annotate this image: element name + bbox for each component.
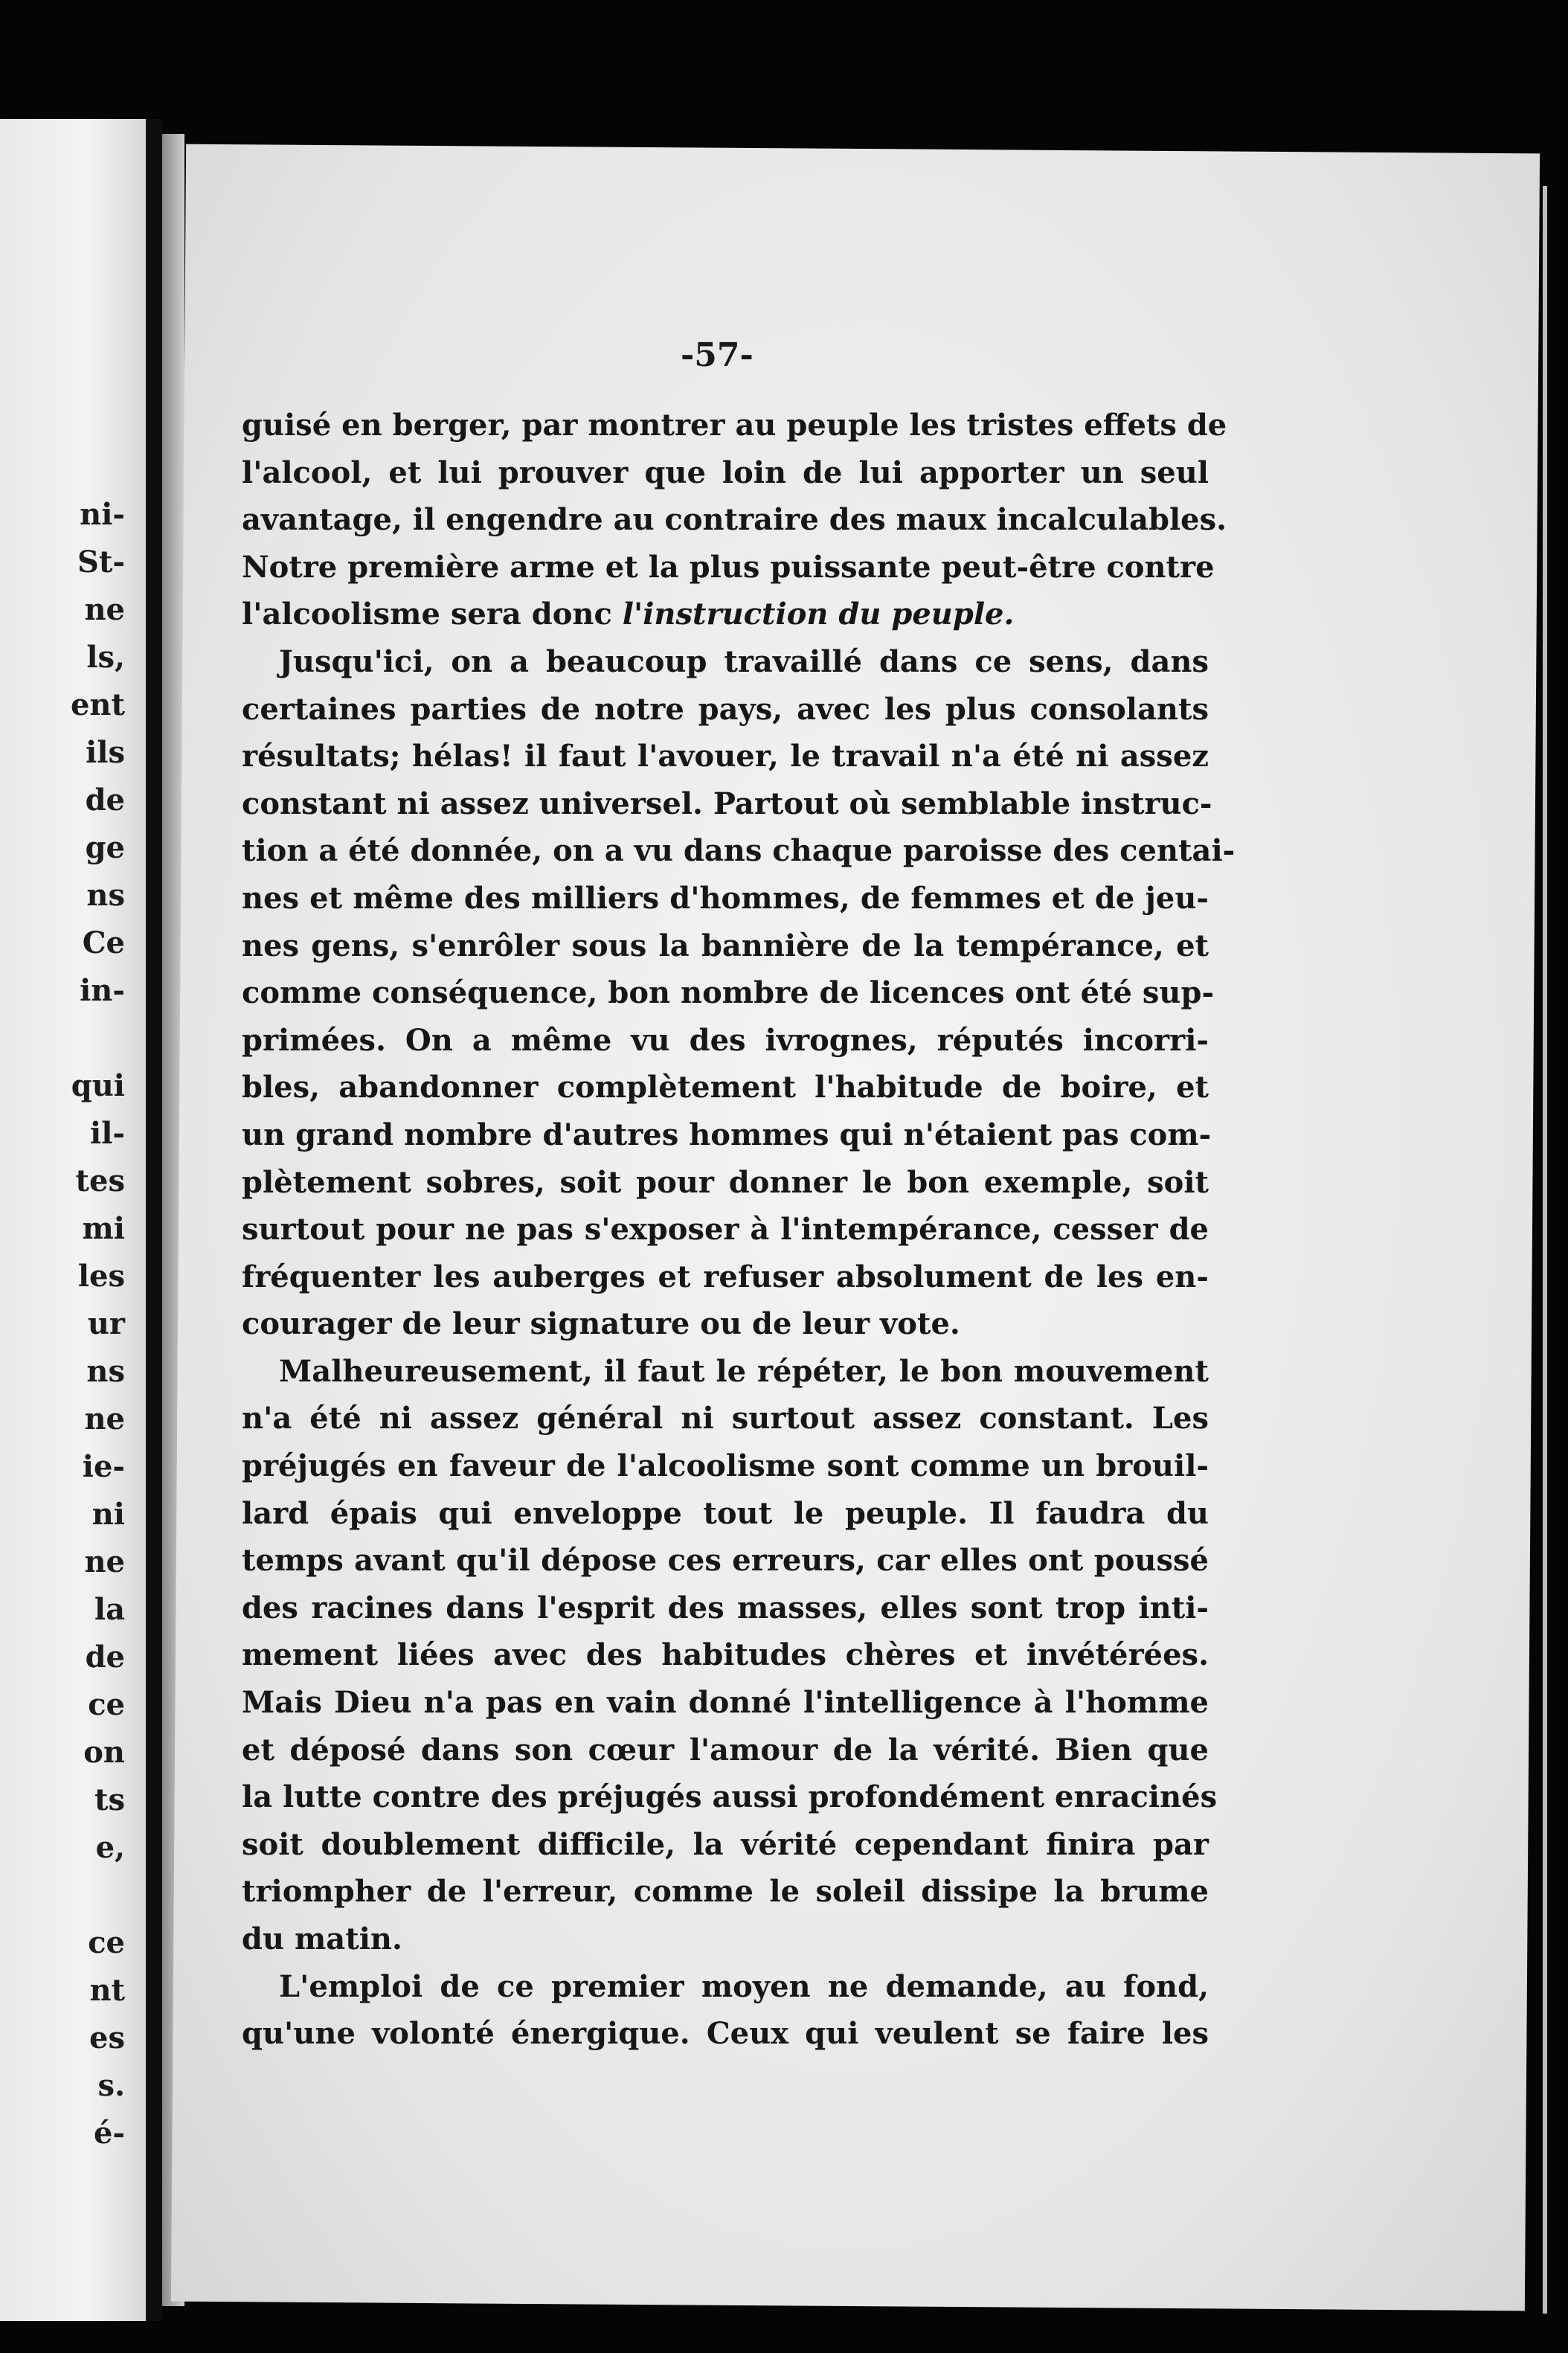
prev-page-fragment: de: [85, 783, 125, 818]
text-line: soit doublement difficile, la vérité cependant finira par: [242, 1826, 1209, 1862]
paragraph-start-line: Jusqu'ici, on a beaucoup travaillé dans ce sens, dans: [279, 643, 1209, 679]
text-line: surtout pour ne pas s'exposer à l'intempérance, cesser de: [242, 1212, 1209, 1248]
text-line: la lutte contre des préjugés aussi profondément enracinés: [242, 1779, 1218, 1815]
text-line: et déposé dans son cœur l'amour de la vérité. Bien que: [242, 1732, 1209, 1768]
prev-page-fragment: ce: [88, 1687, 125, 1722]
prev-page-fragment: la: [94, 1592, 125, 1627]
prev-page-fragment: qui: [71, 1068, 125, 1103]
prev-page-fragment: ne: [84, 1402, 125, 1436]
prev-page-fragment: ce: [88, 1925, 125, 1960]
text-line: plètement sobres, soit pour donner le bon exemple, soit: [242, 1164, 1209, 1200]
prev-page-fragment: nt: [89, 1973, 125, 2008]
emphasis-text: l'instruction du peuple.: [622, 597, 1015, 632]
prev-page-fragment: ts: [94, 1782, 125, 1817]
text-line: un grand nombre d'autres hommes qui n'étaient pas com-: [242, 1117, 1212, 1152]
text-line: comme conséquence, bon nombre de licences ont été sup-: [242, 975, 1215, 1011]
prev-page-fragment: de: [85, 1640, 125, 1675]
text-line: tion a été donnée, on a vu dans chaque paroisse des centai-: [242, 833, 1236, 869]
prev-page-fragment: ls,: [86, 640, 125, 675]
text-line: Notre première arme et la plus puissante peut-être contre: [242, 549, 1215, 585]
prev-page-fragment: tes: [75, 1163, 125, 1198]
paragraph-start-line: L'emploi de ce premier moyen ne demande, au fond,: [279, 1968, 1209, 2004]
text-line: triompher de l'erreur, comme le soleil dissipe la brume: [242, 1874, 1209, 1910]
prev-page-fragment: s.: [97, 2068, 125, 2103]
previous-page-edge: [0, 119, 146, 2321]
text-segment: l'alcoolisme sera donc: [242, 597, 612, 632]
text-line: [242, 591, 1209, 638]
text-line: du matin.: [242, 1922, 402, 1956]
text-line: certaines parties de notre pays, avec les plus consolants: [242, 691, 1209, 727]
prev-page-fragment: on: [83, 1735, 125, 1770]
text-line: l'alcool, et lui prouver que loin de lui apporter un seul: [242, 455, 1209, 490]
prev-page-fragment: ur: [87, 1306, 125, 1341]
prev-page-fragment: ni: [91, 1497, 125, 1532]
text-line: guisé en berger, par montrer au peuple les tristes effets de: [242, 408, 1227, 443]
prev-page-fragment: il-: [90, 1116, 125, 1151]
text-line: nes et même des milliers d'hommes, de femmes et de jeu-: [242, 880, 1209, 916]
prev-page-fragment: St-: [77, 545, 125, 580]
text-line: mement liées avec des habitudes chères et invétérées.: [242, 1637, 1209, 1673]
text-line: bles, abandonner complètement l'habitude de boire, et: [242, 1070, 1209, 1105]
paragraph-start-line: Malheureusement, il faut le répéter, le bon mouvement: [279, 1353, 1209, 1389]
prev-page-fragment: Ce: [82, 925, 125, 960]
text-line: qu'une volonté énergique. Ceux qui veulent se faire les: [242, 2016, 1209, 2052]
text-line: avantage, il engendre au contraire des maux incalculables.: [242, 502, 1227, 538]
prev-page-fragment: in-: [80, 973, 125, 1008]
page-number: -57-: [681, 336, 754, 374]
prev-page-fragment: les: [77, 1259, 125, 1294]
text-line: fréquenter les auberges et refuser absolument de les en-: [242, 1259, 1209, 1294]
text-line: des racines dans l'esprit des masses, elles sont trop inti-: [242, 1590, 1209, 1625]
text-line: résultats; hélas! il faut l'avouer, le travail n'a été ni assez: [242, 739, 1209, 774]
prev-page-fragment: ns: [86, 878, 125, 913]
prev-page-fragment: ne: [84, 592, 125, 627]
prev-page-fragment: e,: [95, 1830, 125, 1865]
text-line: nes gens, s'enrôler sous la bannière de la tempérance, et: [242, 928, 1209, 963]
text-line: constant ni assez universel. Partout où semblable instruc-: [242, 786, 1212, 821]
text-line: primées. On a même vu des ivrognes, réputés incorri-: [242, 1022, 1209, 1058]
prev-page-fragment: ie-: [82, 1449, 125, 1484]
text-line: Mais Dieu n'a pas en vain donné l'intelligence à l'homme: [242, 1685, 1209, 1721]
prev-page-fragment: ne: [84, 1544, 125, 1579]
prev-page-fragment: ns: [86, 1354, 125, 1389]
text-line: n'a été ni assez général ni surtout assez constant. Les: [242, 1401, 1209, 1436]
prev-page-fragment: es: [89, 2020, 125, 2055]
prev-page-fragment: mi: [82, 1211, 125, 1246]
page-body-text: [242, 402, 1236, 2058]
prev-page-fragment: ils: [86, 735, 125, 770]
prev-page-fragment: ge: [85, 830, 125, 865]
text-line: lard épais qui enveloppe tout le peuple. Il faudra du: [242, 1495, 1209, 1531]
text-line: temps avant qu'il dépose ces erreurs, car elles ont poussé: [242, 1543, 1209, 1579]
prev-page-fragment: é-: [93, 2116, 125, 2151]
prev-page-fragment: ent: [70, 687, 125, 722]
book-gutter: [146, 119, 162, 2321]
prev-page-fragment: ni-: [80, 497, 125, 532]
text-line: préjugés en faveur de l'alcoolisme sont comme un brouil-: [242, 1448, 1209, 1484]
page-right-edge: [1543, 186, 1547, 2314]
text-line: courager de leur signature ou de leur vote.: [242, 1306, 960, 1342]
